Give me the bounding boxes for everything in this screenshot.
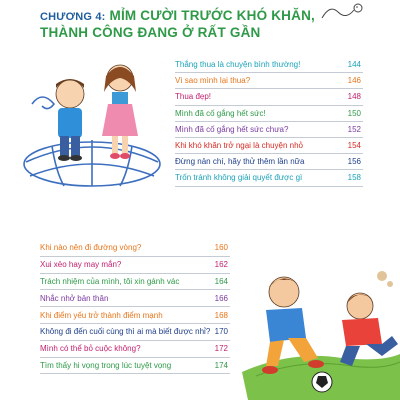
toc-item-title: Xui xẻo hay may mắn?: [40, 260, 122, 270]
children-illustration: [12, 52, 172, 202]
toc-item[interactable]: [40, 274, 230, 291]
toc-item-page: 162: [214, 260, 228, 270]
toc-item-title: Trách nhiệm của mình, tôi xin gánh vác: [40, 276, 180, 286]
chapter-title-line-1: [40, 8, 340, 25]
toc-item-title: Thua đẹp!: [175, 92, 212, 102]
toc-item-page: 158: [347, 173, 361, 183]
toc-item-title: Không đi đến cuối cùng thì ai mà biết được nhỉ?: [40, 327, 211, 337]
toc-item-title: Khi điểm yếu trở thành điểm mạnh: [40, 310, 163, 320]
toc-item[interactable]: [40, 341, 230, 358]
toc-item[interactable]: [175, 138, 363, 154]
toc-list-bottom: [40, 240, 230, 374]
toc-item-page: 152: [347, 124, 361, 134]
toc-item-page: 166: [214, 293, 228, 303]
toc-item-title: Mình đã cố gắng hết sức chưa?: [175, 124, 289, 134]
toc-item[interactable]: [40, 324, 230, 341]
toc-item-title: Đừng nản chí, hãy thử thêm lần nữa: [175, 157, 305, 167]
toc-item-page: 168: [214, 310, 228, 320]
toc-item[interactable]: [40, 290, 230, 307]
toc-item[interactable]: [175, 89, 363, 105]
toc-item-page: 156: [347, 157, 361, 167]
toc-item-page: 150: [347, 108, 361, 118]
toc-item-page: 170: [214, 327, 228, 337]
toc-item-page: 144: [347, 60, 361, 70]
toc-item[interactable]: [175, 170, 363, 186]
toc-item-title: Tìm thấy hi vọng trong lúc tuyệt vọng: [40, 360, 172, 370]
toc-item-page: 160: [214, 243, 228, 253]
toc-list-top: [175, 57, 363, 187]
toc-item[interactable]: [175, 122, 363, 138]
toc-item[interactable]: [40, 257, 230, 274]
toc-item-title: Mình đã cố gắng hết sức!: [175, 108, 266, 118]
toc-item[interactable]: [175, 154, 363, 170]
toc-item-page: 172: [214, 344, 228, 354]
football-illustration: [232, 262, 400, 400]
toc-item-page: 174: [214, 360, 228, 370]
toc-item[interactable]: [175, 57, 363, 73]
toc-item-title: Khi khó khăn trở ngại là chuyện nhỏ: [175, 141, 303, 151]
toc-item-title: Trốn tránh không giải quyết được gì: [175, 173, 303, 183]
doodle-icon: [318, 0, 368, 22]
toc-item[interactable]: [40, 358, 230, 375]
toc-item-title: Khi nào nên đi đường vòng?: [40, 243, 142, 253]
toc-item-page: 164: [214, 276, 228, 286]
toc-item-page: 148: [347, 92, 361, 102]
toc-item[interactable]: [40, 240, 230, 257]
chapter-label: CHƯƠNG 4:: [40, 11, 106, 23]
toc-item-title: Mình có thể bỏ cuộc không?: [40, 344, 141, 354]
toc-item[interactable]: [175, 73, 363, 89]
toc-item-page: 146: [347, 76, 361, 86]
chapter-title-text-1: MỈM CƯỜI TRƯỚC KHÓ KHĂN,: [109, 8, 315, 23]
toc-item-title: Vì sao mình lại thua?: [175, 76, 251, 86]
toc-item-page: 154: [347, 141, 361, 151]
toc-item[interactable]: [40, 307, 230, 324]
toc-item-title: Nhắc nhở bản thân: [40, 293, 109, 303]
chapter-title-line-2: THÀNH CÔNG ĐANG Ở RẤT GẦN: [40, 24, 261, 40]
chapter-heading: [40, 8, 340, 42]
toc-item-title: Thắng thua là chuyện bình thường!: [175, 60, 301, 70]
toc-item[interactable]: [175, 106, 363, 122]
